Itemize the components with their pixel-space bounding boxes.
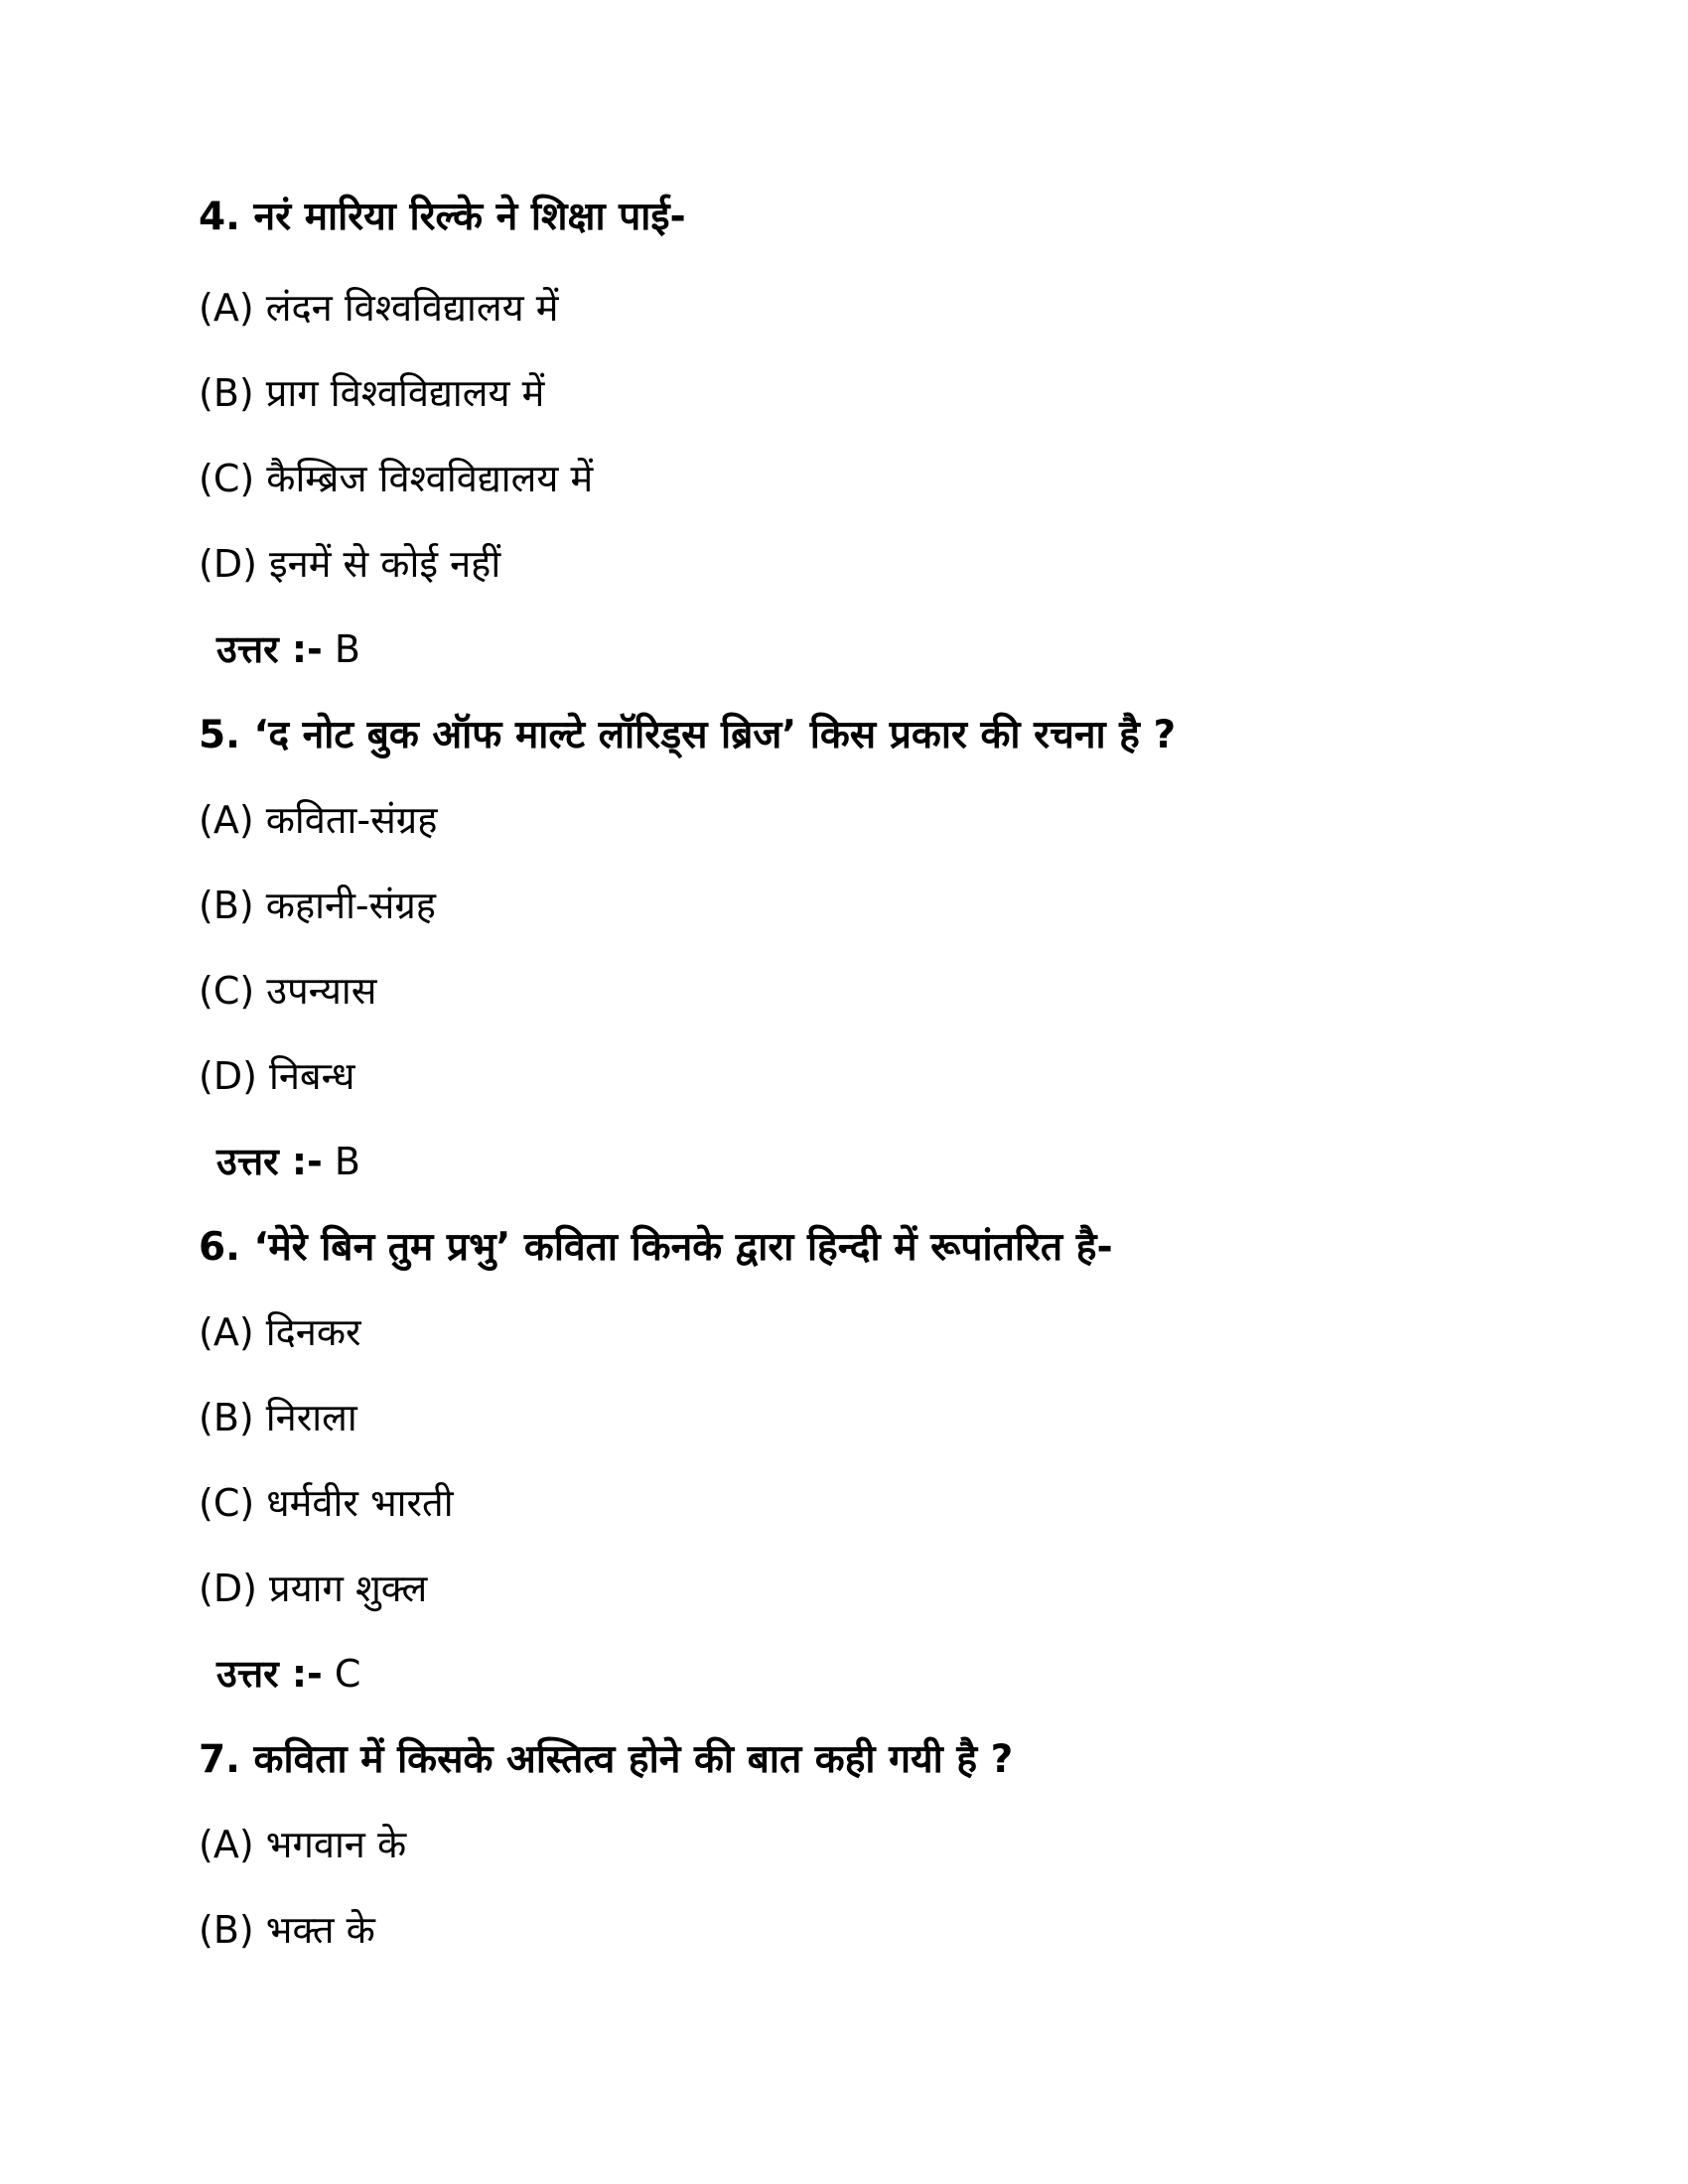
answer-value: B bbox=[334, 1140, 360, 1183]
question-5: 5. ‘द नोट बुक ऑफ माल्टे लॉरिड्स ब्रिज’ किस प्रकार की रचना है ? bbox=[199, 713, 1177, 757]
option-5-d: (D) निबन्ध bbox=[199, 1054, 355, 1098]
question-4: 4. नरं मारिया रिल्के ने शिक्षा पाई- bbox=[199, 195, 686, 239]
option-5-a: (A) कविता-संग्रह bbox=[199, 798, 438, 842]
question-7: 7. कविता में किसके अस्तित्व होने की बात कही गयी है ? bbox=[199, 1737, 1014, 1782]
question-6: 6. ‘मेरे बिन तुम प्रभु’ कविता किनके द्वारा हिन्दी में रूपांतरित है- bbox=[199, 1225, 1113, 1270]
option-6-c: (C) धर्मवीर भारती bbox=[199, 1481, 454, 1525]
option-6-d: (D) प्रयाग शुक्ल bbox=[199, 1567, 428, 1610]
answer-6 bbox=[216, 1652, 360, 1698]
answer-4 bbox=[216, 627, 360, 673]
option-4-d: (D) इनमें से कोई नहीं bbox=[199, 542, 501, 586]
option-6-b: (B) निराला bbox=[199, 1396, 357, 1439]
answer-value: B bbox=[334, 627, 360, 671]
option-4-a: (A) लंदन विश्वविद्यालय में bbox=[199, 286, 559, 330]
answer-label: उत्तर :- bbox=[216, 627, 323, 671]
option-4-c: (C) कैम्ब्रिज विश्वविद्यालय में bbox=[199, 457, 594, 500]
answer-label: उत्तर :- bbox=[216, 1652, 323, 1696]
answer-5 bbox=[216, 1140, 360, 1185]
option-7-a: (A) भगवान के bbox=[199, 1823, 407, 1866]
option-7-b: (B) भक्त के bbox=[199, 1908, 375, 1952]
answer-value: C bbox=[334, 1652, 361, 1696]
option-6-a: (A) दिनकर bbox=[199, 1310, 361, 1354]
answer-label: उत्तर :- bbox=[216, 1140, 323, 1183]
option-4-b: (B) प्राग विश्वविद्यालय में bbox=[199, 371, 545, 415]
option-5-b: (B) कहानी-संग्रह bbox=[199, 884, 436, 927]
option-5-c: (C) उपन्यास bbox=[199, 969, 377, 1013]
